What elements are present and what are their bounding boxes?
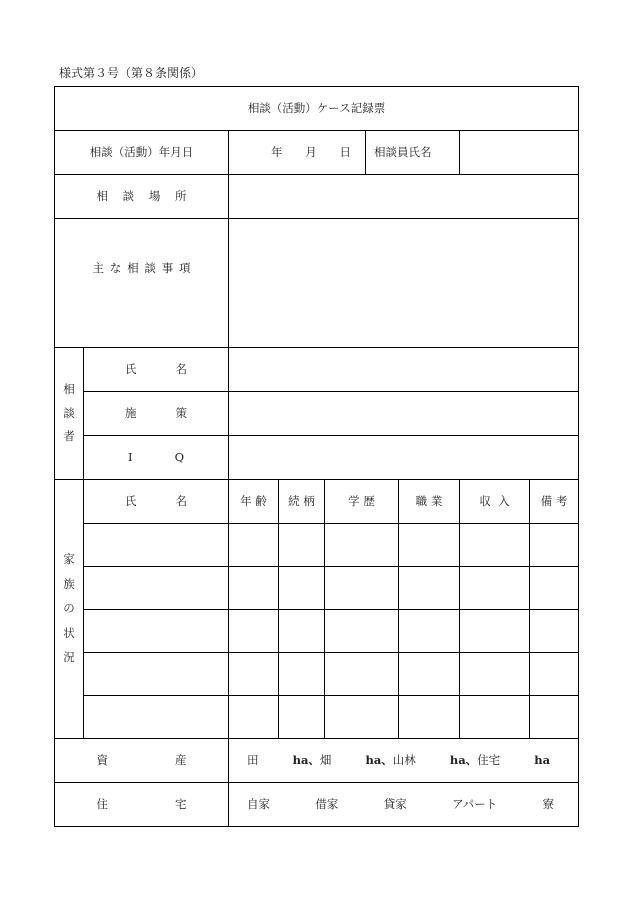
main-items-field[interactable]: [229, 219, 579, 348]
family-row: [55, 524, 579, 567]
family-income-cell[interactable]: [460, 696, 530, 739]
family-age-cell[interactable]: [229, 696, 279, 739]
family-name-cell[interactable]: [84, 653, 229, 696]
consultee-facility-field[interactable]: [229, 392, 579, 436]
housing-option-leased[interactable]: 貸家: [383, 796, 407, 811]
day-label: 日: [339, 144, 351, 159]
housing-option-rented[interactable]: 借家: [315, 796, 339, 811]
family-relation-cell[interactable]: [279, 610, 325, 653]
family-income-cell[interactable]: [460, 610, 530, 653]
date-label: 相談（活動）年月日: [55, 131, 229, 175]
family-remarks-cell[interactable]: [530, 524, 579, 567]
housing-option-own[interactable]: 自家: [247, 796, 270, 811]
asset-house-unit: ha: [534, 752, 551, 767]
family-occupation-cell[interactable]: [399, 610, 460, 653]
family-education-cell[interactable]: [325, 567, 399, 610]
family-row: [55, 567, 579, 610]
consultee-name-label: 氏 名: [84, 348, 229, 392]
family-income-cell[interactable]: [460, 524, 530, 567]
form-title: 相談（活動）ケース記録票: [55, 87, 579, 131]
family-name-cell[interactable]: [84, 524, 229, 567]
family-relation-cell[interactable]: [279, 653, 325, 696]
consultee-iq-field[interactable]: [229, 436, 579, 480]
case-record-form: [54, 86, 579, 827]
date-field[interactable]: [229, 131, 366, 175]
family-remarks-cell[interactable]: [530, 696, 579, 739]
family-income-header: 収 入: [460, 480, 530, 524]
family-occupation-cell[interactable]: [399, 653, 460, 696]
family-relation-cell[interactable]: [279, 567, 325, 610]
place-field[interactable]: [229, 175, 579, 219]
family-group-label: 家 族 の 状 況: [55, 480, 84, 739]
assets-field[interactable]: [229, 739, 579, 783]
family-row: [55, 696, 579, 739]
asset-paddy-unit: ha、: [292, 752, 320, 767]
family-education-cell[interactable]: [325, 524, 399, 567]
year-label: 年: [271, 144, 283, 159]
form-number-label: 様式第３号（第８条関係）: [59, 66, 204, 80]
family-remarks-header: 備 考: [530, 480, 579, 524]
family-name-cell[interactable]: [84, 696, 229, 739]
family-age-cell[interactable]: [229, 524, 279, 567]
place-label: 相 談 場 所: [55, 175, 229, 219]
family-age-cell[interactable]: [229, 610, 279, 653]
consultee-name-field[interactable]: [229, 348, 579, 392]
asset-forest-label: 山林: [392, 752, 416, 767]
family-occupation-cell[interactable]: [399, 696, 460, 739]
month-label: 月: [305, 144, 317, 159]
consultee-facility-label: 施 策: [84, 392, 229, 436]
family-remarks-cell[interactable]: [530, 567, 579, 610]
family-remarks-cell[interactable]: [530, 610, 579, 653]
family-name-cell[interactable]: [84, 567, 229, 610]
asset-forest-unit: ha、: [449, 752, 478, 767]
family-row: [55, 653, 579, 696]
family-relation-cell[interactable]: [279, 524, 325, 567]
family-name-cell[interactable]: [84, 610, 229, 653]
asset-house-label: 住宅: [477, 752, 501, 767]
family-relation-header: 続 柄: [279, 480, 325, 524]
family-occupation-cell[interactable]: [399, 524, 460, 567]
family-occupation-header: 職 業: [399, 480, 460, 524]
consultee-group-label: 相 談 者: [55, 348, 84, 480]
family-name-header: 氏 名: [84, 480, 229, 524]
housing-option-dormitory[interactable]: 寮: [542, 796, 555, 811]
housing-label: 住 宅: [55, 783, 229, 827]
family-income-cell[interactable]: [460, 567, 530, 610]
family-occupation-cell[interactable]: [399, 567, 460, 610]
family-row: [55, 610, 579, 653]
family-age-cell[interactable]: [229, 653, 279, 696]
counselor-name-field[interactable]: [460, 131, 579, 175]
asset-field-unit: ha、: [365, 752, 393, 767]
housing-option-apartment[interactable]: アパート: [452, 796, 498, 811]
family-relation-cell[interactable]: [279, 696, 325, 739]
consultee-iq-label: I Q: [84, 436, 229, 480]
asset-field-label: 畑: [319, 752, 332, 767]
family-education-cell[interactable]: [325, 696, 399, 739]
family-income-cell[interactable]: [460, 653, 530, 696]
family-education-cell[interactable]: [325, 610, 399, 653]
assets-label: 資 産: [55, 739, 229, 783]
family-education-header: 学 歴: [325, 480, 399, 524]
main-items-label: 主 な 相 談 事 項: [55, 219, 229, 348]
family-age-cell[interactable]: [229, 567, 279, 610]
counselor-name-label: 相談員氏名: [366, 131, 460, 175]
family-remarks-cell[interactable]: [530, 653, 579, 696]
family-education-cell[interactable]: [325, 653, 399, 696]
asset-paddy-label: 田: [247, 752, 259, 767]
family-age-header: 年 齢: [229, 480, 279, 524]
housing-field: [229, 783, 579, 827]
